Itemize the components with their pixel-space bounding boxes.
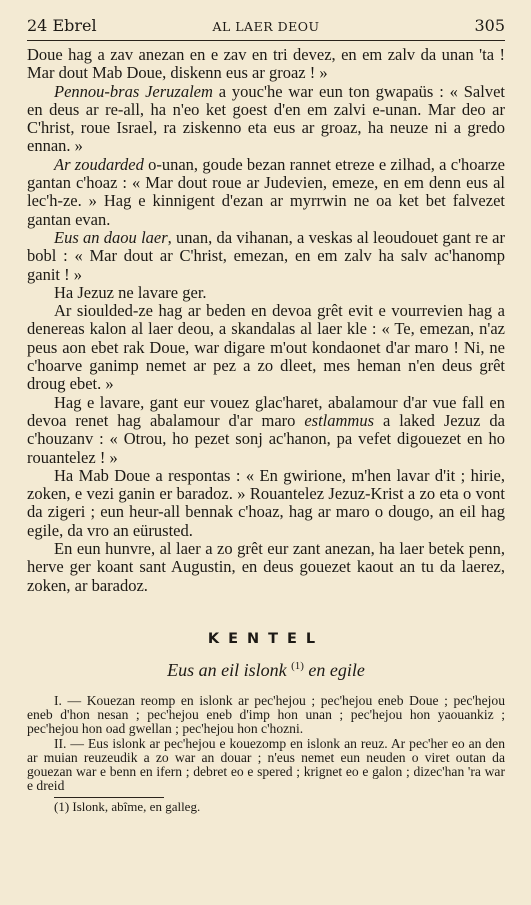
italic-phrase: estlammus bbox=[304, 410, 375, 430]
paragraph: Ha Jezuz ne lavare ger. bbox=[54, 282, 207, 302]
header-date: 24 Ebrel bbox=[27, 16, 97, 35]
running-header bbox=[27, 0, 505, 41]
paragraph bbox=[27, 229, 505, 284]
paragraph-text: a laked Jezuz da c'houzanv : « Otrou, ho pezet sonj ac'hanon, pa vefet digouezet en ho rouantelez ! » bbox=[27, 410, 505, 467]
italic-phrase: Ar zoudarded bbox=[54, 154, 144, 174]
page-number: 305 bbox=[474, 16, 505, 35]
paragraph: En eun hunvre, al laer a zo grêt eur zant anezan, ha laer betek penn, herve ger koant sant Augustin, en deus gouezet kaout an tu da laerez, zoken, ar baradoz. bbox=[27, 539, 505, 595]
paragraph-text: , unan, da vihanan, a veskas al leoudouet gant re ar bobl : « Mar dout ar C'hrist, emezan, en em zalv ha salv ac'hanomp ganit ! » bbox=[27, 227, 505, 284]
paragraph: Doue hag a zav anezan en e zav en tri devez, en em zalv da unan 'ta ! Mar dout Mab Doue, diskenn eus ar groaz ! » bbox=[27, 45, 505, 83]
subtitle-text: Eus an eil islonk bbox=[167, 659, 287, 680]
paragraph-text: a youc'he war eun ton gwapaüs : « Salvet en deus ar re-all, ha n'eo ket goest d'en em zalvi e-unan. Mar deo ar C'hrist, roue Israel, ra ziskenno eta eus ar groaz, ha neuze ni a gredo ennan. » bbox=[27, 81, 505, 156]
paragraph-text: Hag e lavare, gant eur vouez glac'haret, abalamour d'ar vue fall en devoa renet hag abalamour d'ar maro bbox=[27, 392, 505, 430]
section-heading: KENTEL bbox=[207, 630, 325, 647]
italic-phrase: Pennou-bras Jeruzalem bbox=[54, 81, 213, 101]
footnote-ref: (1) bbox=[291, 659, 304, 672]
subtitle-text: en egile bbox=[308, 659, 365, 680]
lesson-text bbox=[27, 694, 505, 793]
header-title: AL LAER DEOU bbox=[212, 19, 320, 34]
paragraph bbox=[27, 83, 505, 156]
main-text bbox=[27, 46, 505, 595]
lesson-point-i: I. — Kouezan reomp en islonk ar pec'hejou ; pec'hejou eneb Doue ; pec'hejou eneb d'hon nesan ; pec'hejou eneb d'imp hon unan ; pec'hejou hon yaouankiz ; pec'hejou hon oad gwellan ; pec'hejou hon c'hozni. bbox=[27, 692, 505, 737]
italic-phrase: Eus an daou laer bbox=[54, 227, 168, 247]
section-subtitle bbox=[27, 660, 505, 681]
paragraph-text: o-unan, goude bezan rannet etreze e zilhad, a c'hoarze gantan c'hoaz : « Mar dout roue ar Judevien, emeze, en em denn eus al lec'h-ze. » Hag e kinnigent d'ezan ar myrrwin ne oa ket bet falvezet gantan evan. bbox=[27, 154, 506, 229]
paragraph: Ar sioulded-ze hag ar beden en devoa grêt evit e vourrevien hag a denereas kalon al laer deou, a skandalas al laer kle : « Te, emezan, n'az peus aon ebet rak Doue, war digare m'out kondaonet d'ar maro ! Ni, ne c'hoarve ganimp nemet ar pez a zo dleet, mes heman n'en deus grêt droug ebet. » bbox=[27, 301, 505, 394]
footnote: (1) Islonk, abîme, en galleg. bbox=[54, 799, 201, 815]
paragraph bbox=[27, 156, 505, 229]
paragraph: Ha Mab Doue a respontas : « En gwirione, m'hen lavar d'it ; hirie, zoken, e vezi ganin er baradoz. » Rouantelez Jezuz-Krist a zo eta o vont da zigeri ; eun heur-all bennak c'hoaz, hag ar maro o dougo, an eil hag egile, da vro an eürusted. bbox=[27, 465, 505, 540]
lesson-point-ii: II. — Eus islonk ar pec'hejou e kouezomp en islonk an reuz. Ar pec'her eo an den ar muian reuzeudik a zo war an douar ; n'eus nemet eun neuden o viret outan da gouezan war e benn en ifern ; debret eo e spered ; krignet eo e galon ; dizec'han 'ra war e dreid bbox=[27, 735, 505, 794]
footnote-divider bbox=[54, 797, 164, 798]
paragraph bbox=[27, 394, 505, 467]
